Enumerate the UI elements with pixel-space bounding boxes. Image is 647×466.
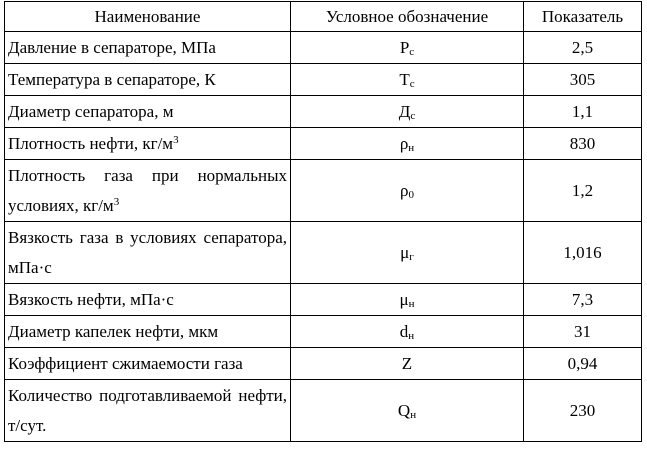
row-name: Коэффициент сжимаемости газа [8, 353, 243, 373]
row-symbol: Д [398, 101, 411, 121]
row-symbol-subscript: с [409, 45, 415, 58]
table-row [5, 128, 642, 160]
row-name: Диаметр сепаратора, м [8, 101, 174, 121]
row-name-cell [5, 380, 291, 442]
row-value: 7,3 [524, 284, 642, 316]
row-name: Вязкость нефти, мПа·с [8, 289, 174, 309]
header-value: Показатель [524, 2, 642, 32]
row-symbol-subscript: г [409, 250, 414, 263]
row-symbol-subscript: н [408, 141, 415, 154]
table-row [5, 380, 642, 442]
row-symbol-cell [291, 222, 524, 284]
row-value: 0,94 [524, 348, 642, 380]
row-symbol-cell [291, 380, 524, 442]
header-symbol: Условное обозначение [291, 2, 524, 32]
table-row [5, 316, 642, 348]
row-symbol: Z [401, 353, 413, 373]
row-symbol: T [399, 69, 410, 89]
table-row [5, 32, 642, 64]
row-symbol-cell [291, 316, 524, 348]
row-value: 305 [524, 64, 642, 96]
row-symbol-subscript: с [410, 109, 416, 122]
header-name: Наименование [5, 2, 291, 32]
row-value: 230 [524, 380, 642, 442]
row-value: 31 [524, 316, 642, 348]
header-row [5, 2, 642, 32]
row-symbol-cell [291, 284, 524, 316]
row-name-cell [5, 348, 291, 380]
table-row [5, 160, 642, 222]
row-value: 830 [524, 128, 642, 160]
row-symbol-cell [291, 160, 524, 222]
row-name: Давление в сепараторе, МПа [8, 37, 216, 57]
row-name-cell [5, 96, 291, 128]
row-name-superscript: 3 [113, 195, 120, 208]
row-name-cell [5, 316, 291, 348]
row-name-cell [5, 128, 291, 160]
row-value: 2,5 [524, 32, 642, 64]
row-symbol-subscript: с [409, 77, 415, 90]
table-row [5, 64, 642, 96]
row-value: 1,1 [524, 96, 642, 128]
row-symbol: ρ [399, 133, 409, 153]
row-symbol-subscript: 0 [408, 188, 414, 201]
row-name: Плотность нефти, кг/м [8, 133, 174, 153]
table-body [5, 32, 642, 442]
row-symbol-cell [291, 128, 524, 160]
row-symbol: ρ [400, 180, 409, 200]
row-symbol: μ [399, 289, 409, 309]
table-row [5, 222, 642, 284]
row-symbol: Q [397, 400, 411, 420]
row-name-cell [5, 284, 291, 316]
row-name: Диаметр капелек нефти, мкм [8, 321, 219, 341]
row-symbol-subscript: н [410, 408, 417, 421]
row-name: Плотность газа при нормальных условиях, кг/м [8, 165, 287, 215]
row-value: 1,2 [524, 160, 642, 222]
row-name: Температура в сепараторе, К [8, 69, 216, 89]
row-symbol-cell [291, 32, 524, 64]
row-symbol-subscript: н [408, 329, 415, 342]
row-symbol-cell [291, 348, 524, 380]
row-name-cell [5, 160, 291, 222]
table-row [5, 284, 642, 316]
row-symbol-cell [291, 64, 524, 96]
row-name-cell [5, 32, 291, 64]
table-row [5, 348, 642, 380]
row-symbol: P [399, 37, 410, 57]
row-name: Количество подготавливаемой нефти, т/сут. [8, 385, 287, 435]
row-name-superscript: 3 [173, 133, 179, 146]
parameters-table [4, 1, 642, 442]
row-symbol-subscript: н [408, 297, 415, 310]
row-symbol-cell [291, 96, 524, 128]
table-row [5, 96, 642, 128]
row-name-cell [5, 222, 291, 284]
row-symbol: μ [400, 242, 410, 262]
row-symbol: d [399, 321, 409, 341]
row-name-cell [5, 64, 291, 96]
row-name: Вязкость газа в условиях сепаратора, мПа·с [8, 227, 287, 277]
row-value: 1,016 [524, 222, 642, 284]
